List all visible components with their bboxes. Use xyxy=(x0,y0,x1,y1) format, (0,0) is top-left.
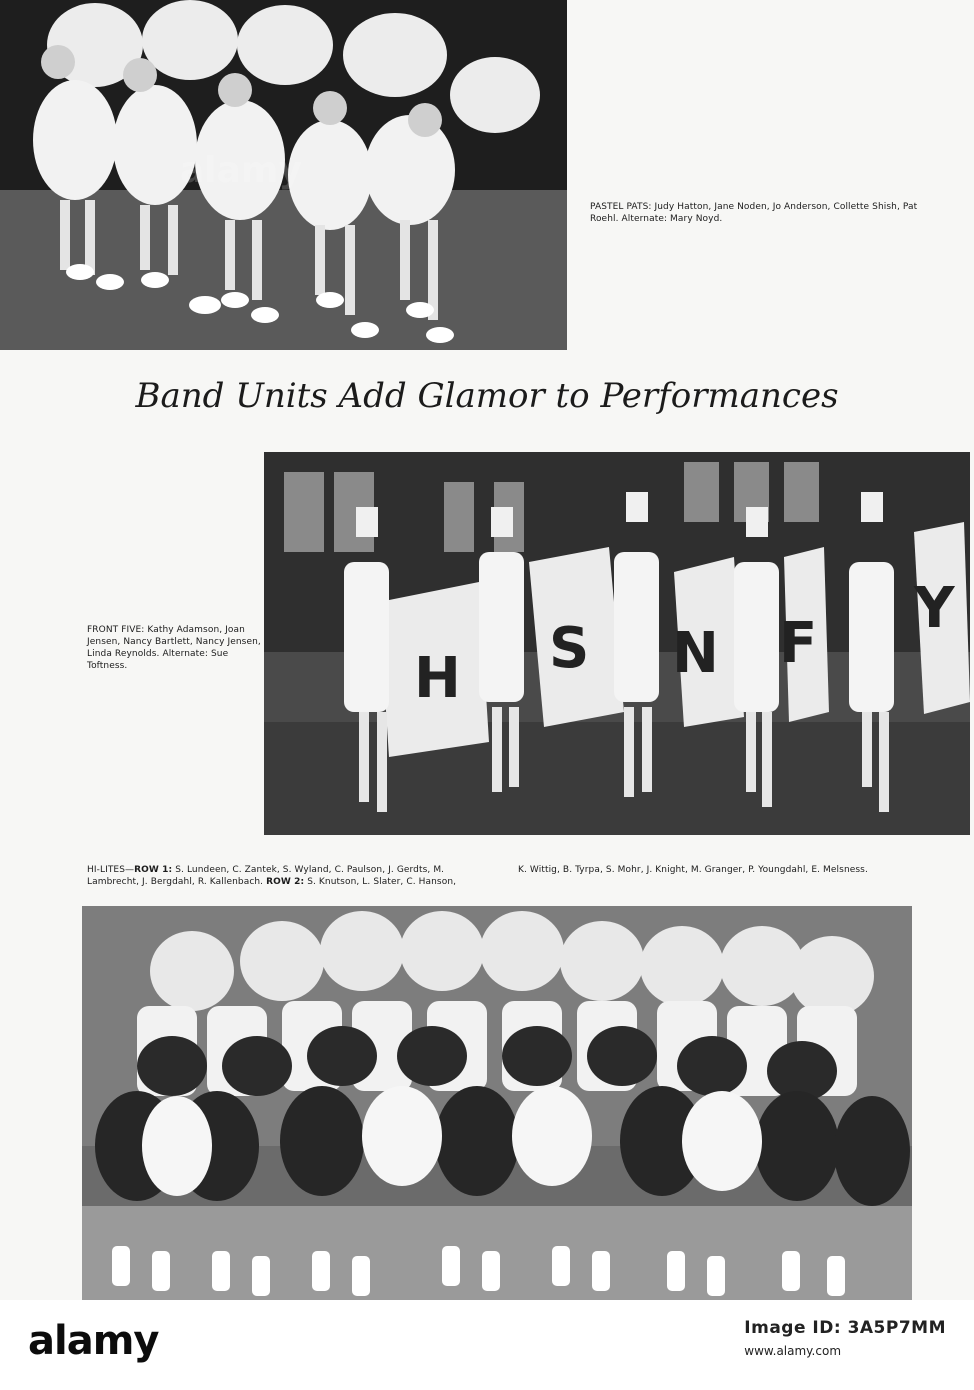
hilites-label: HI-LITES— xyxy=(87,865,135,875)
site-url: www.alamy.com xyxy=(744,1344,842,1358)
flag-letter: H xyxy=(414,646,461,711)
row2-names: S. Knutson, L. Slater, C. Hanson, xyxy=(304,877,457,887)
image-id-block xyxy=(744,1316,946,1358)
brand-logo: alamy xyxy=(28,1318,159,1364)
flag-letter: N xyxy=(672,621,719,686)
flag-letter: S xyxy=(549,616,590,681)
row1-names: S. Lundeen, C. Zantek, S. Wyland, C. Paulson, J. Gerdts, M. Lambrecht, J. Bergdahl, R. Kallenbach. xyxy=(87,865,445,887)
page-title: Band Units Add Glamor to Performances xyxy=(135,376,839,416)
row2-label: ROW 2: xyxy=(266,877,305,887)
hilites-photo xyxy=(82,906,912,1300)
image-id: Image ID: 3A5P7MM xyxy=(744,1318,946,1338)
row1-label: ROW 1: xyxy=(134,865,173,875)
pastel-pats-photo xyxy=(0,0,567,350)
flag-letter: Y xyxy=(914,576,955,641)
front-five-photo xyxy=(264,452,970,835)
flag-letter: F xyxy=(779,611,818,676)
hilites-caption-continued: K. Wittig, B. Tyrpa, S. Mohr, J. Knight, M. Granger, P. Youngdahl, E. Melsness. xyxy=(518,865,868,875)
front-five-caption: FRONT FIVE: Kathy Adamson, Joan Jensen, Nancy Bartlett, Nancy Jensen, Linda Reynolds. Alternate: Sue Toftness. xyxy=(87,625,261,671)
hilites-caption xyxy=(87,864,497,888)
pastel-pats-caption: PASTEL PATS: Judy Hatton, Jane Noden, Jo Anderson, Collette Shish, Pat Roehl. Alternate: Mary Noyd. xyxy=(590,202,918,224)
stock-footer xyxy=(0,1300,974,1390)
